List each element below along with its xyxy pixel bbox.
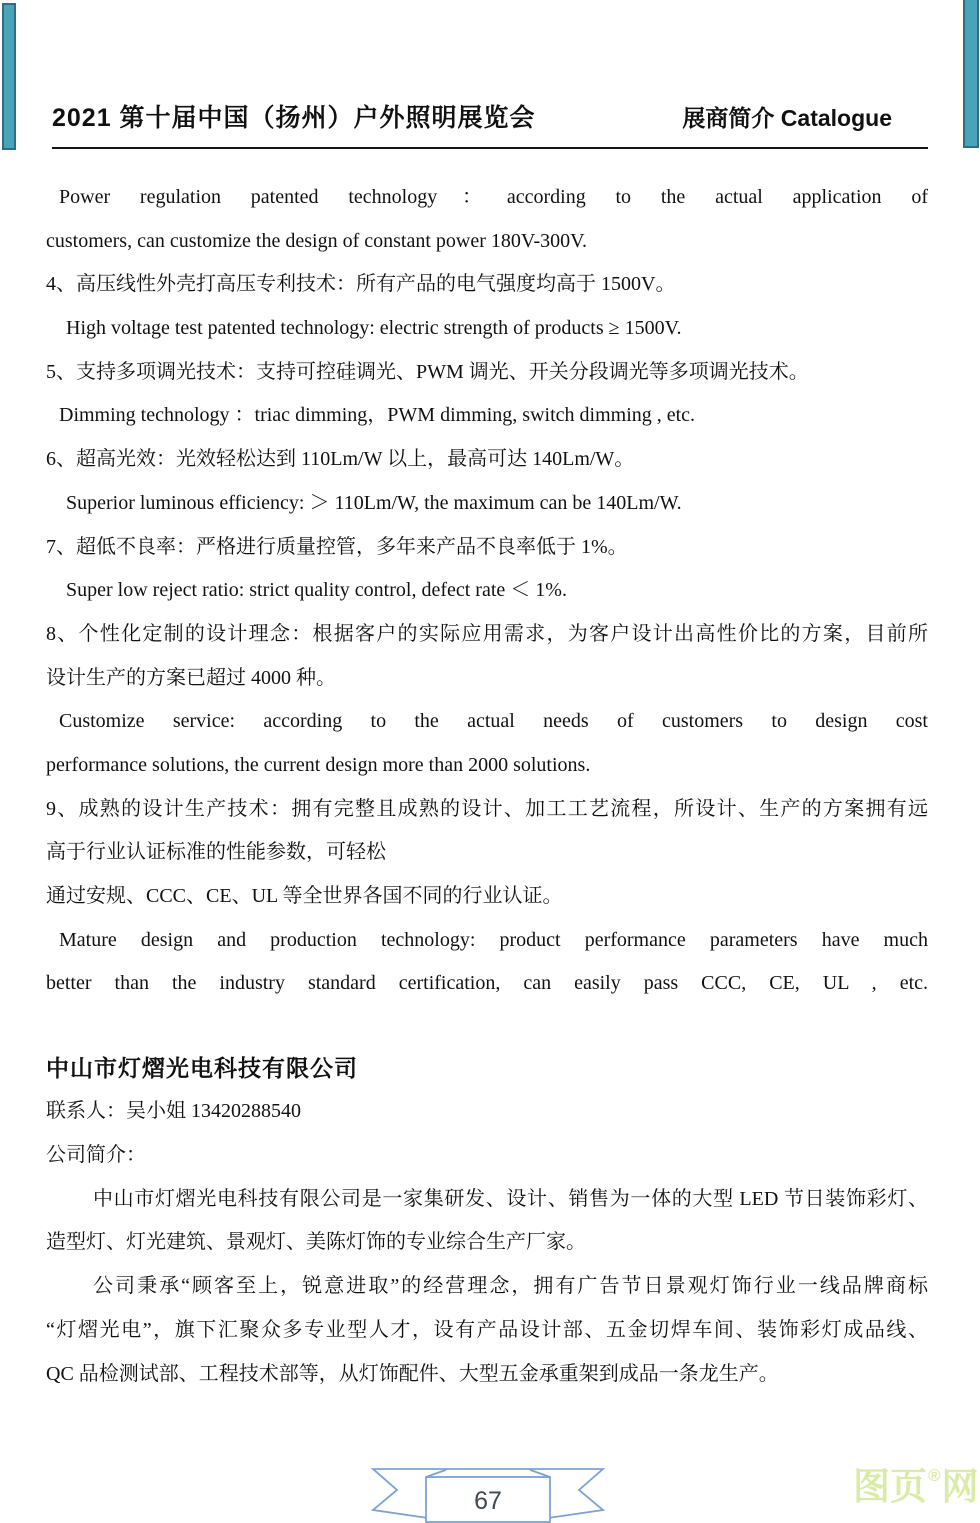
company-name: 中山市灯熠光电科技有限公司: [46, 1055, 358, 1081]
right-accent-bar: [963, 0, 979, 148]
text-line: Power regulation patented technology：according to the actual application of: [59, 186, 928, 208]
text-line: Mature design and production technology: product performance parameters have much: [59, 928, 928, 951]
text-line: performance solutions, the current design more than 2000 solutions.: [46, 753, 591, 776]
company-contact: 联系人：吴小姐 13420288540: [46, 1100, 301, 1122]
text-line: 高于行业认证标准的性能参数，可轻松: [46, 841, 386, 864]
text-line: 6、超高光效：光效轻松达到 110Lm/W 以上，最高可达 140Lm/W。: [46, 448, 635, 471]
body-text: [46, 176, 928, 1006]
watermark-text-2: 网: [941, 1466, 979, 1507]
text-line: customers, can customize the design of constant power 180V-300V.: [46, 229, 588, 252]
exhibition-title: 2021 第十届中国（扬州）户外照明展览会: [52, 104, 536, 132]
company-section: [46, 1046, 928, 1397]
page-number: 67: [474, 1487, 502, 1515]
text-line: Dimming technology ：triac dimming，PWM dimming, switch dimming , etc.: [59, 404, 696, 427]
company-profile-text: [46, 1178, 928, 1397]
text-line: 7、超低不良率：严格进行质量控管，多年来产品不良率低于 1%。: [46, 535, 628, 558]
text-line: “灯熠光电”，旗下汇聚众多专业型人才，设有产品设计部、五金切焊车间、装饰彩灯成品线、: [46, 1318, 928, 1341]
text-line: 中山市灯熠光电科技有限公司是一家集研发、设计、销售为一体的大型 LED 节日装饰彩灯、: [93, 1187, 928, 1210]
registered-mark-icon: ®: [928, 1466, 941, 1485]
text-line: Superior luminous efficiency: ＞ 110Lm/W, the maximum can be 140Lm/W.: [66, 491, 682, 514]
watermark-text-1: 图页: [853, 1466, 927, 1507]
text-line: 4、高压线性外壳打高压专利技术：所有产品的电气强度均高于 1500V。: [46, 273, 676, 296]
text-line: QC 品检测试部、工程技术部等，从灯饰配件、大型五金承重架到成品一条龙生产。: [46, 1362, 779, 1385]
text-line: 9、成熟的设计生产技术：拥有完整且成熟的设计、加工工艺流程，所设计、生产的方案拥有远: [46, 797, 928, 820]
text-line: Customize service: according to the actual needs of customers to design cost: [59, 710, 928, 733]
page-number-ribbon: [370, 1461, 606, 1523]
catalogue-label: 展商简介 Catalogue: [682, 105, 892, 131]
page-header: [52, 98, 930, 138]
watermark-logo: [853, 1467, 979, 1505]
text-line: 设计生产的方案已超过 4000 种。: [46, 666, 336, 689]
text-line: 8、个性化定制的设计理念：根据客户的实际应用需求，为客户设计出高性价比的方案，目前所: [46, 622, 928, 645]
left-accent-bar: [2, 3, 16, 150]
text-line: 造型灯、灯光建筑、景观灯、美陈灯饰的专业综合生产厂家。: [46, 1231, 586, 1254]
header-divider: [52, 147, 928, 149]
company-profile-label: 公司简介：: [46, 1143, 146, 1166]
text-line: better than the industry standard certification, can easily pass CCC, CE, UL , etc.: [46, 972, 928, 995]
text-line: 通过安规、CCC、CE、UL 等全世界各国不同的行业认证。: [46, 885, 563, 907]
text-line: 5、支持多项调光技术：支持可控硅调光、PWM 调光、开关分段调光等多项调光技术。: [46, 360, 809, 383]
text-line: 公司秉承“顾客至上，锐意进取”的经营理念，拥有广告节日景观灯饰行业一线品牌商标: [93, 1275, 928, 1298]
text-line: Super low reject ratio: strict quality control, defect rate ＜ 1%.: [66, 579, 567, 602]
text-line: High voltage test patented technology: electric strength of products ≥ 1500V.: [66, 317, 682, 340]
